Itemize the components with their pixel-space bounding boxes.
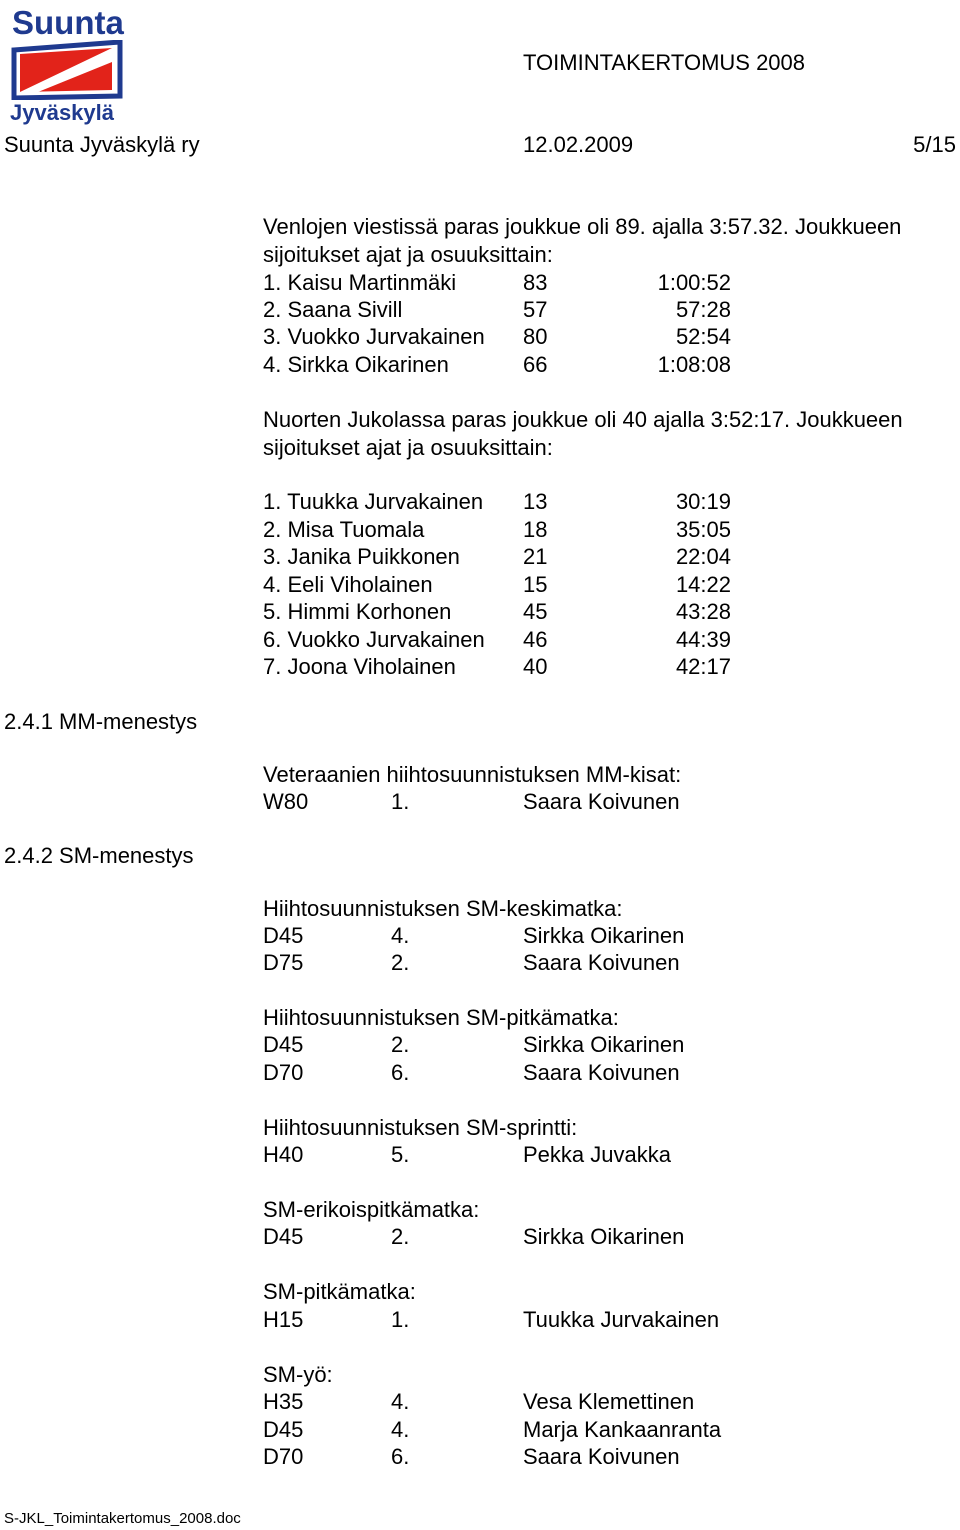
organization-name: Suunta Jyväskylä ry <box>4 132 200 157</box>
sm-pitkamatka2-heading: SM-pitkämatka: <box>263 1279 416 1304</box>
document-title: TOIMINTAKERTOMUS 2008 <box>523 50 806 75</box>
logo-flag-icon <box>8 40 128 100</box>
sm-erikoispitkamatka-heading: SM-erikoispitkämatka: <box>263 1197 480 1222</box>
result-row: D70 6. Saara Koivunen <box>263 1444 680 1469</box>
sm-yo-heading: SM-yö: <box>263 1362 333 1387</box>
list-item: 3. Janika Puikkonen 21 22:04 <box>263 544 731 569</box>
list-item: 2. Saana Sivill 57 57:28 <box>263 297 731 322</box>
logo-text-suunta: Suunta <box>12 4 124 41</box>
result-row: H15 1. Tuukka Jurvakainen <box>263 1307 720 1332</box>
result-row: D45 4. Sirkka Oikarinen <box>263 923 685 948</box>
section-heading-mm: 2.4.1 MM-menestys <box>4 709 198 734</box>
result-row: D70 6. Saara Koivunen <box>263 1060 680 1085</box>
result-row: H35 4. Vesa Klemettinen <box>263 1389 695 1414</box>
list-item: 6. Vuokko Jurvakainen 46 44:39 <box>263 627 731 652</box>
nuorten-intro-line2: sijoitukset ajat ja osuuksittain: <box>263 435 553 460</box>
sm-sprintti-heading: Hiihtosuunnistuksen SM-sprintti: <box>263 1115 578 1140</box>
list-item: 7. Joona Viholainen 40 42:17 <box>263 654 731 679</box>
mm-heading: Veteraanien hiihtosuunnistuksen MM-kisat: <box>263 762 682 787</box>
list-item: 1. Tuukka Jurvakainen 13 30:19 <box>263 489 731 514</box>
list-item: 2. Misa Tuomala 18 35:05 <box>263 517 731 542</box>
logo-text-jyvaskyla: Jyväskylä <box>10 100 114 125</box>
venlat-intro-line2: sijoitukset ajat ja osuuksittain: <box>263 242 553 267</box>
result-row: D75 2. Saara Koivunen <box>263 950 680 975</box>
list-item: 5. Himmi Korhonen 45 43:28 <box>263 599 731 624</box>
document-date: 12.02.2009 <box>523 132 634 157</box>
nuorten-intro-line1: Nuorten Jukolassa paras joukkue oli 40 ajalla 3:52:17. Joukkueen <box>263 407 903 432</box>
result-row: D45 2. Sirkka Oikarinen <box>263 1032 685 1057</box>
list-item: 1. Kaisu Martinmäki 83 1:00:52 <box>263 270 731 295</box>
footer-filename: S-JKL_Toimintakertomus_2008.doc <box>4 1510 241 1527</box>
result-row: H40 5. Pekka Juvakka <box>263 1142 671 1167</box>
page-number: 5/15 <box>913 132 956 157</box>
list-item: 4. Sirkka Oikarinen 66 1:08:08 <box>263 352 731 377</box>
logo <box>8 6 128 124</box>
sm-keskimatka-heading: Hiihtosuunnistuksen SM-keskimatka: <box>263 896 623 921</box>
result-row: D45 2. Sirkka Oikarinen <box>263 1224 685 1249</box>
list-item: 4. Eeli Viholainen 15 14:22 <box>263 572 731 597</box>
list-item: 3. Vuokko Jurvakainen 80 52:54 <box>263 324 731 349</box>
result-row: W80 1. Saara Koivunen <box>263 789 680 814</box>
section-heading-sm: 2.4.2 SM-menestys <box>4 843 194 868</box>
venlat-intro-line1: Venlojen viestissä paras joukkue oli 89. ajalla 3:57.32. Joukkueen <box>263 214 902 239</box>
sm-pitkamatka-heading: Hiihtosuunnistuksen SM-pitkämatka: <box>263 1005 619 1030</box>
result-row: D45 4. Marja Kankaanranta <box>263 1417 722 1442</box>
